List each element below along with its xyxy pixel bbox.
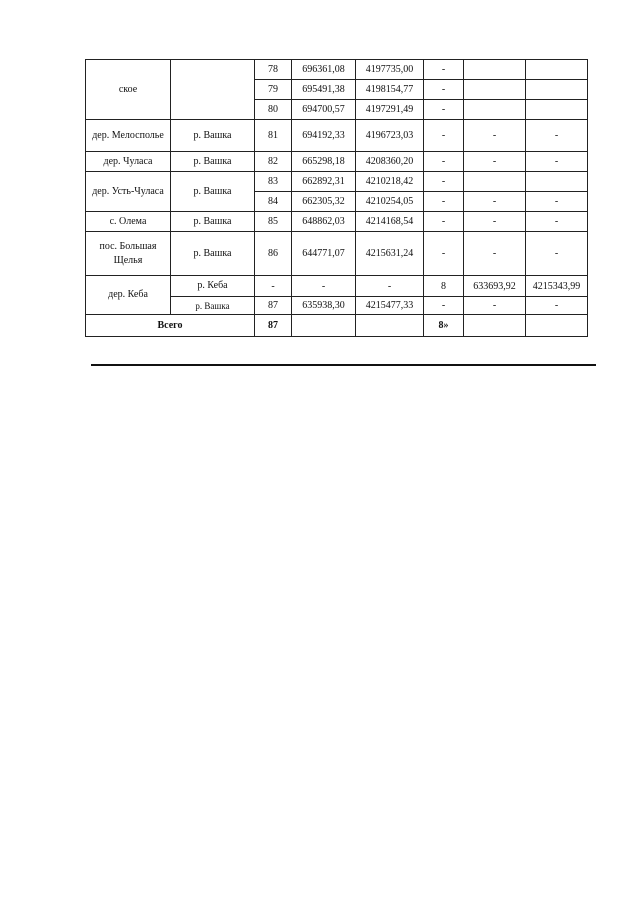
x-coord-2-cell: - — [464, 192, 526, 212]
empty-cell — [292, 315, 356, 337]
y-coord-2-cell — [526, 60, 588, 80]
point-number-2-cell: - — [424, 172, 464, 192]
empty-cell — [464, 315, 526, 337]
x-coord-2-cell: - — [464, 152, 526, 172]
y-coord-cell: 4198154,77 — [356, 80, 424, 100]
point-number-cell: 87 — [255, 297, 292, 315]
point-number-2-cell: - — [424, 192, 464, 212]
table-row — [86, 212, 588, 232]
x-coord-cell: 694700,57 — [292, 100, 356, 120]
point-number-cell: 85 — [255, 212, 292, 232]
x-coord-cell: 662305,32 — [292, 192, 356, 212]
x-coord-2-cell — [464, 60, 526, 80]
table-row — [86, 172, 588, 192]
y-coord-cell: 4197735,00 — [356, 60, 424, 80]
settlement-cell: ское — [86, 60, 171, 120]
y-coord-2-cell — [526, 172, 588, 192]
point-number-cell: 83 — [255, 172, 292, 192]
y-coord-cell: - — [356, 276, 424, 297]
y-coord-2-cell: - — [526, 212, 588, 232]
y-coord-2-cell: - — [526, 297, 588, 315]
table-row — [86, 60, 588, 80]
river-cell — [171, 60, 255, 120]
x-coord-2-cell: - — [464, 297, 526, 315]
total-label: Всего — [86, 315, 255, 337]
empty-cell — [356, 315, 424, 337]
settlement-cell: с. Олема — [86, 212, 171, 232]
point-number-cell: 81 — [255, 120, 292, 152]
x-coord-cell: 696361,08 — [292, 60, 356, 80]
point-number-2-cell: 8 — [424, 276, 464, 297]
point-number-cell: - — [255, 276, 292, 297]
point-number-2-cell: - — [424, 120, 464, 152]
x-coord-cell: 635938,30 — [292, 297, 356, 315]
point-number-cell: 79 — [255, 80, 292, 100]
x-coord-2-cell: - — [464, 212, 526, 232]
point-number-2-cell: - — [424, 100, 464, 120]
y-coord-cell: 4197291,49 — [356, 100, 424, 120]
point-number-2-cell: - — [424, 212, 464, 232]
table-row — [86, 152, 588, 172]
point-number-2-cell: - — [424, 297, 464, 315]
x-coord-2-cell: 633693,92 — [464, 276, 526, 297]
x-coord-2-cell: - — [464, 120, 526, 152]
y-coord-2-cell: - — [526, 192, 588, 212]
point-number-2-cell: - — [424, 152, 464, 172]
y-coord-cell: 4210254,05 — [356, 192, 424, 212]
point-number-2-cell: - — [424, 60, 464, 80]
table-row — [86, 120, 588, 152]
empty-cell — [526, 315, 588, 337]
x-coord-cell: 695491,38 — [292, 80, 356, 100]
x-coord-cell: 644771,07 — [292, 232, 356, 276]
x-coord-cell: - — [292, 276, 356, 297]
river-cell: р. Вашка — [171, 172, 255, 212]
y-coord-cell: 4214168,54 — [356, 212, 424, 232]
point-number-cell: 82 — [255, 152, 292, 172]
settlement-cell: дер. Кеба — [86, 276, 171, 315]
y-coord-2-cell: - — [526, 152, 588, 172]
x-coord-cell: 665298,18 — [292, 152, 356, 172]
y-coord-2-cell: - — [526, 120, 588, 152]
river-cell: р. Вашка — [171, 232, 255, 276]
coordinates-table — [85, 59, 588, 337]
point-number-2-cell: - — [424, 80, 464, 100]
point-number-2-cell: - — [424, 232, 464, 276]
y-coord-cell: 4210218,42 — [356, 172, 424, 192]
x-coord-cell: 648862,03 — [292, 212, 356, 232]
total-points-cell: 87 — [255, 315, 292, 337]
river-cell: р. Вашка — [171, 120, 255, 152]
y-coord-cell: 4215477,33 — [356, 297, 424, 315]
total-row — [86, 315, 588, 337]
point-number-cell: 84 — [255, 192, 292, 212]
table-row — [86, 276, 588, 297]
x-coord-2-cell: - — [464, 232, 526, 276]
point-number-cell: 86 — [255, 232, 292, 276]
horizontal-rule — [91, 364, 596, 366]
y-coord-2-cell: - — [526, 232, 588, 276]
river-cell: р. Вашка — [171, 152, 255, 172]
settlement-cell: дер. Чуласа — [86, 152, 171, 172]
y-coord-cell: 4208360,20 — [356, 152, 424, 172]
point-number-cell: 78 — [255, 60, 292, 80]
table-row — [86, 232, 588, 276]
x-coord-cell: 694192,33 — [292, 120, 356, 152]
y-coord-2-cell — [526, 100, 588, 120]
x-coord-2-cell — [464, 100, 526, 120]
river-cell: р. Вашка — [171, 212, 255, 232]
y-coord-2-cell — [526, 80, 588, 100]
settlement-cell: пос. Большая Щелья — [86, 232, 171, 276]
river-cell: р. Вашка — [171, 297, 255, 315]
y-coord-cell: 4196723,03 — [356, 120, 424, 152]
river-cell: р. Кеба — [171, 276, 255, 297]
settlement-cell: дер. Усть-Чуласа — [86, 172, 171, 212]
x-coord-2-cell — [464, 172, 526, 192]
settlement-cell: дер. Мелосполье — [86, 120, 171, 152]
total-points-2-cell: 8» — [424, 315, 464, 337]
y-coord-2-cell: 4215343,99 — [526, 276, 588, 297]
x-coord-cell: 662892,31 — [292, 172, 356, 192]
x-coord-2-cell — [464, 80, 526, 100]
point-number-cell: 80 — [255, 100, 292, 120]
y-coord-cell: 4215631,24 — [356, 232, 424, 276]
